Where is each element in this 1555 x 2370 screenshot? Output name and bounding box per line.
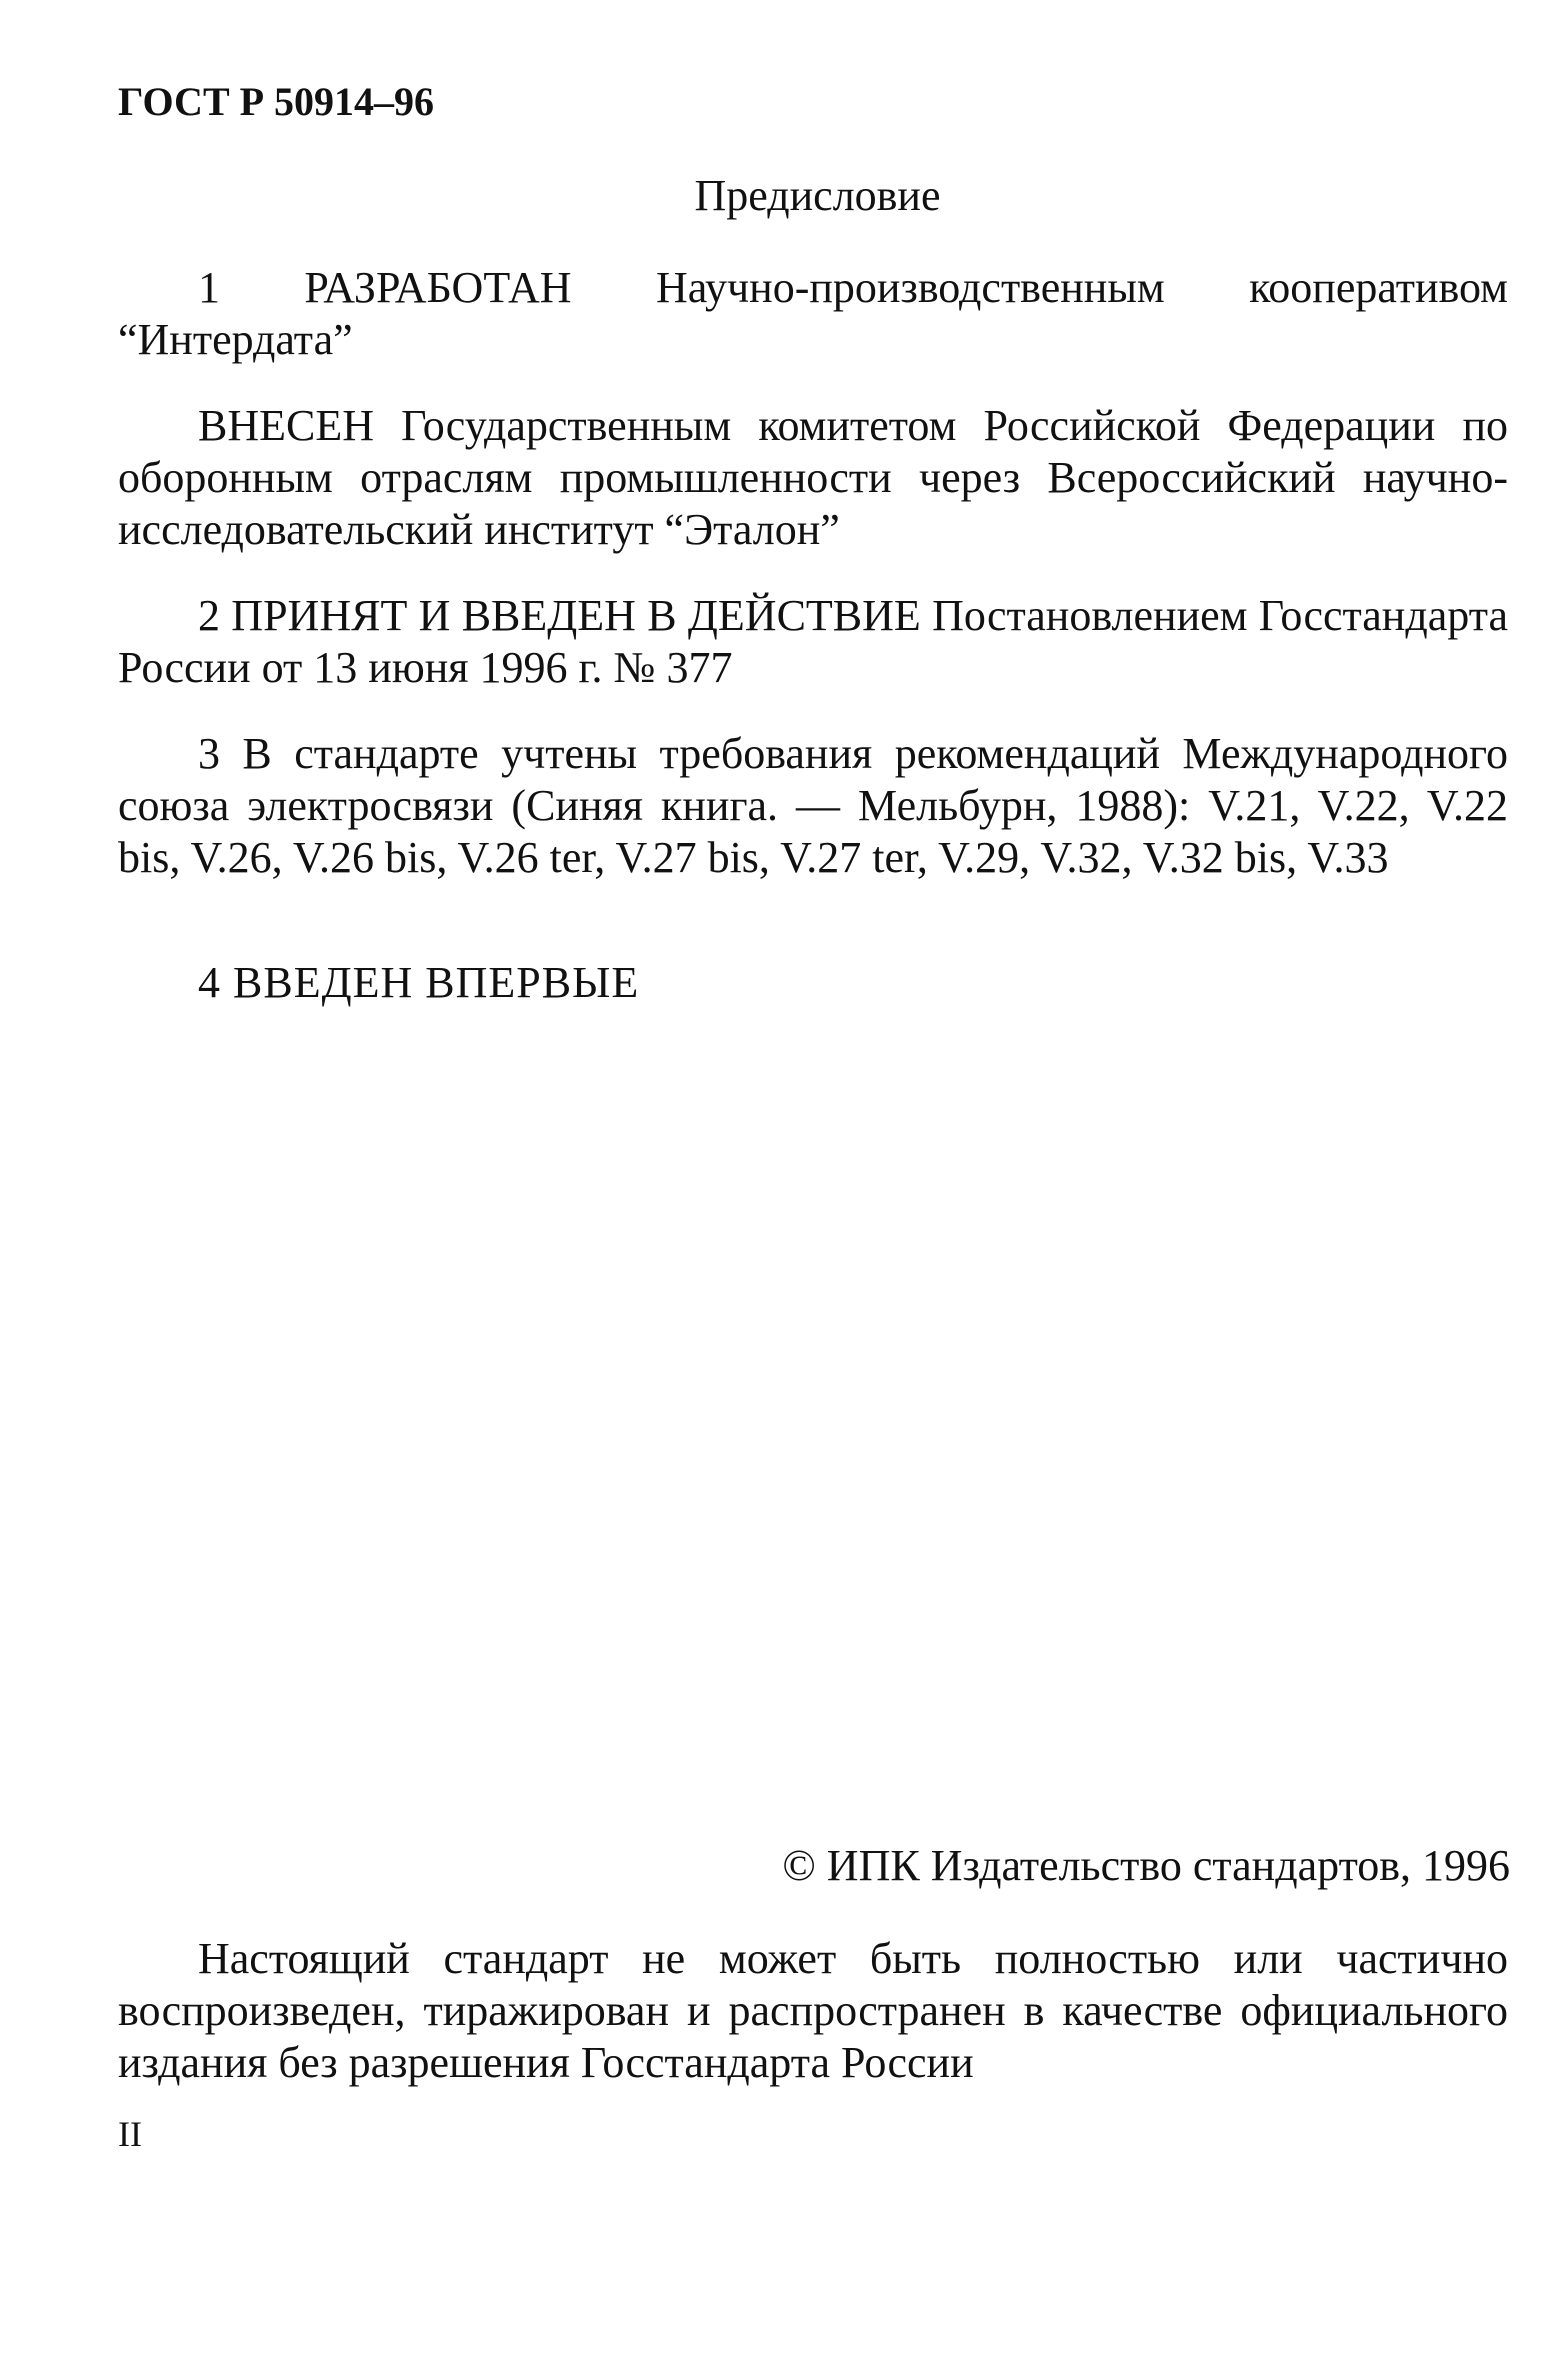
paragraph-adopted bbox=[118, 590, 1508, 694]
paragraph-developed-by bbox=[118, 262, 1508, 366]
paragraph-text: 1 РАЗРАБОТАН Научно-производственным кооперативом “Интердата” bbox=[118, 263, 1508, 364]
standard-code: ГОСТ Р 50914–96 bbox=[118, 79, 435, 124]
page-title: Предисловие bbox=[694, 171, 941, 220]
paragraph-recommendations bbox=[118, 728, 1508, 884]
page-number: II bbox=[118, 2114, 142, 2154]
paragraph-text: 2 ПРИНЯТ И ВВЕДЕН В ДЕЙСТВИЕ Постановлением Госстандарта России от 13 июня 1996 г. № 377 bbox=[118, 591, 1508, 692]
paragraph-text: 3 В стандарте учтены требования рекомендаций Международного союза электросвязи (Синяя книга. — Мельбурн, 1988): V.21, V.22, V.22 bis, V.26, V.26 bis, V.26 ter, V.27 bis, V.27 ter, V.29, V.32, V.32 bis, V.33 bbox=[118, 729, 1508, 882]
notice-text: Настоящий стандарт не может быть полностью или частично воспроизведен, тиражирован и распространен в качестве официального издания без разрешения Госстандарта России bbox=[118, 1934, 1508, 2087]
paragraph-text: ВНЕСЕН Государственным комитетом Российской Федерации по оборонным отраслям промышленности через Всероссийский научно-исследовательский институт “Эталон” bbox=[118, 401, 1508, 554]
paragraph-introduced-first bbox=[118, 957, 1508, 1009]
reproduction-notice bbox=[118, 1933, 1508, 2089]
paragraph-text: 4 ВВЕДЕН ВПЕРВЫЕ bbox=[198, 958, 640, 1007]
copyright-line: © ИПК Издательство стандартов, 1996 bbox=[782, 1841, 1510, 1890]
paragraph-submitted-by bbox=[118, 400, 1508, 556]
